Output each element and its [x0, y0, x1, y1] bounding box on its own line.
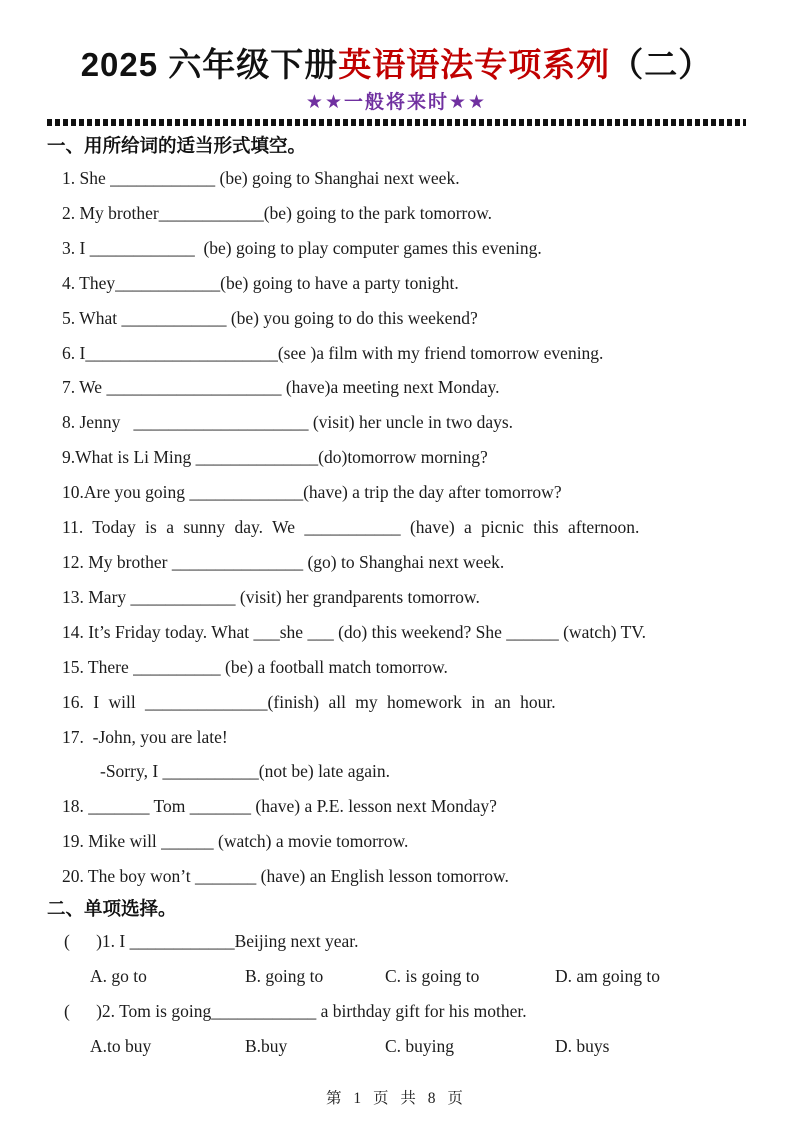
fill-blank-item-17-line1: 17. -John, you are late! — [62, 726, 228, 747]
fill-blank-item-15: 15. There __________ (be) a football match tomorrow. — [62, 656, 448, 677]
choice-question-1-options — [47, 959, 746, 994]
fill-blank-item-5: 5. What ____________ (be) you going to do this weekend? — [62, 307, 478, 328]
choice-q2-option-a: A.to buy — [90, 1036, 152, 1057]
choice-question-2-stem: ( )2. Tom is going____________ a birthday gift for his mother. — [64, 1001, 527, 1022]
page-title-red-part: 英语语法专项系列 — [338, 46, 611, 83]
fill-blank-item-12: 12. My brother _______________ (go) to Shanghai next week. — [62, 551, 505, 572]
fill-blank-item-20: 20. The boy won’t _______ (have) an English lesson tomorrow. — [62, 866, 509, 887]
fill-blank-item-19: 19. Mike will ______ (watch) a movie tomorrow. — [62, 831, 409, 852]
choice-q1-option-c: C. is going to — [385, 966, 480, 987]
fill-blank-item-10: 10.Are you going _____________(have) a trip the day after tomorrow? — [62, 482, 562, 503]
choice-question-1-stem: ( )1. I ____________Beijing next year. — [64, 931, 359, 952]
fill-blank-item-3: 3. I ____________ (be) going to play computer games this evening. — [62, 237, 542, 258]
page-title — [47, 40, 746, 90]
fill-blank-item-9: 9.What is Li Ming ______________(do)tomorrow morning? — [62, 447, 488, 468]
fill-blank-item-16: 16. I will ______________(finish) all my homework in an hour. — [62, 691, 556, 712]
page-subtitle: ★★一般将来时★★ — [305, 92, 488, 113]
fill-blank-item-8: 8. Jenny ____________________ (visit) her uncle in two days. — [62, 412, 514, 433]
choice-q1-option-b: B. going to — [245, 966, 324, 987]
choice-q1-option-d: D. am going to — [555, 966, 660, 987]
choice-q2-option-d: D. buys — [555, 1036, 610, 1057]
fill-blank-item-2: 2. My brother____________(be) going to the park tomorrow. — [62, 202, 492, 223]
fill-blank-item-13: 13. Mary ____________ (visit) her grandparents tomorrow. — [62, 586, 480, 607]
fill-blank-item-1: 1. She ____________ (be) going to Shanghai next week. — [62, 168, 460, 188]
page-title-black-part: 2025 六年级下册 — [80, 46, 339, 83]
fill-blank-item-4: 4. They____________(be) going to have a party tonight. — [62, 272, 459, 293]
fill-blank-item-11: 11. Today is a sunny day. We ___________ (have) a picnic this afternoon. — [62, 517, 640, 538]
choice-q1-option-a: A. go to — [90, 966, 147, 987]
page-title-suffix: （二） — [610, 46, 713, 83]
section2-heading: 二、单项选择。 — [47, 898, 177, 920]
fill-blank-item-7: 7. We ____________________ (have)a meeting next Monday. — [62, 377, 500, 398]
page-number-footer: 第 1 页 共 8 页 — [326, 1090, 467, 1108]
fill-blank-item-17-line2: -Sorry, I ___________(not be) late again. — [100, 761, 390, 782]
fill-blank-item-18: 18. _______ Tom _______ (have) a P.E. lesson next Monday? — [62, 796, 497, 817]
choice-q2-option-c: C. buying — [385, 1036, 455, 1057]
choice-q2-option-b: B.buy — [245, 1036, 288, 1057]
dotted-divider — [47, 119, 746, 126]
choice-question-2-options — [47, 1029, 746, 1064]
section1-heading: 一、用所给词的适当形式填空。 — [47, 135, 307, 156]
fill-blank-item-6: 6. I______________________(see )a film with my friend tomorrow evening. — [62, 342, 604, 363]
fill-blank-item-14: 14. It’s Friday today. What ___she ___ (do) this weekend? She ______ (watch) TV. — [62, 621, 647, 642]
